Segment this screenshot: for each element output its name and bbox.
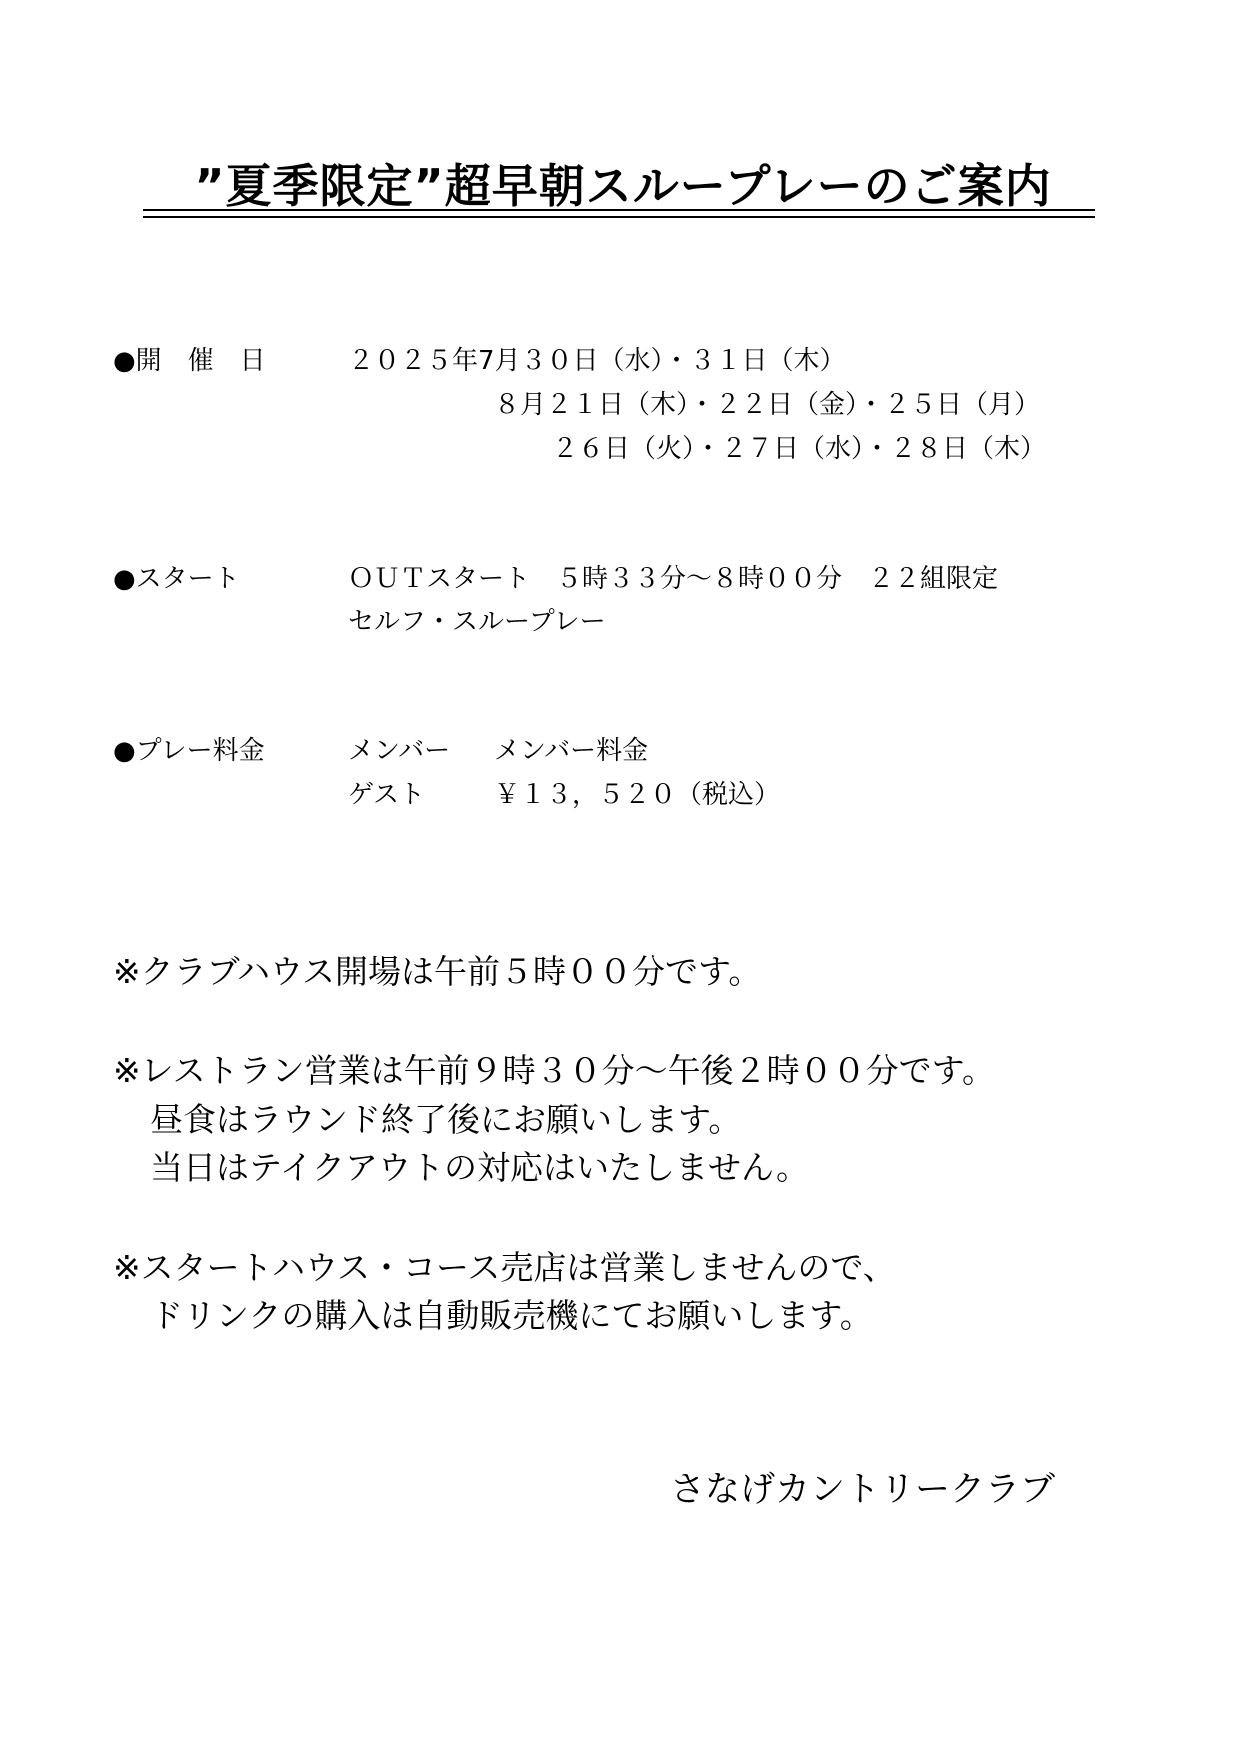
fee-member-value: メンバー料金 [494, 736, 649, 766]
dates-line-2: ８月２１日（木）・２２日（金）・２５日（月） [494, 390, 1041, 420]
page-title: ”夏季限定”超早朝スループレーのご案内 [194, 159, 1052, 213]
note-clubhouse: ※クラブハウス開場は午前５時００分です。 [113, 952, 762, 991]
note-restaurant-1: ※レストラン営業は午前９時３０分～午後２時００分です。 [113, 1051, 996, 1090]
start-line-1: ＯＵＴスタート ５時３３分～８時００分 ２２組限定 [348, 564, 999, 594]
dates-label: ●開 催 日 [113, 346, 266, 376]
fee-guest-value: ￥１３，５２０（税込） [494, 780, 781, 810]
note-restaurant-2: 昼食はラウンド終了後にお願いします。 [150, 1100, 742, 1139]
note-restaurant-3: 当日はテイクアウトの対応はいたしません。 [150, 1148, 810, 1187]
title-underline-top [143, 209, 1095, 211]
dates-line-3: ２６日（火）・２７日（水）・２８日（木） [552, 434, 1047, 464]
start-label: ●スタート [113, 564, 240, 594]
note-shop-2: ドリンクの購入は自動販売機にてお願いします。 [150, 1296, 873, 1335]
fee-member-label: メンバー [348, 736, 451, 766]
note-shop-1: ※スタートハウス・コース売店は営業しませんので、 [113, 1248, 896, 1287]
start-line-2: セルフ・スループレー [348, 607, 606, 637]
fee-label: ●プレー料金 [113, 736, 265, 766]
fee-guest-label: ゲスト [348, 780, 425, 810]
dates-line-1: ２０２５年7月３０日（水）・３１日（木） [348, 346, 846, 376]
organization-name: さなげカントリークラブ [670, 1470, 1056, 1510]
title-underline-bottom [143, 216, 1095, 218]
